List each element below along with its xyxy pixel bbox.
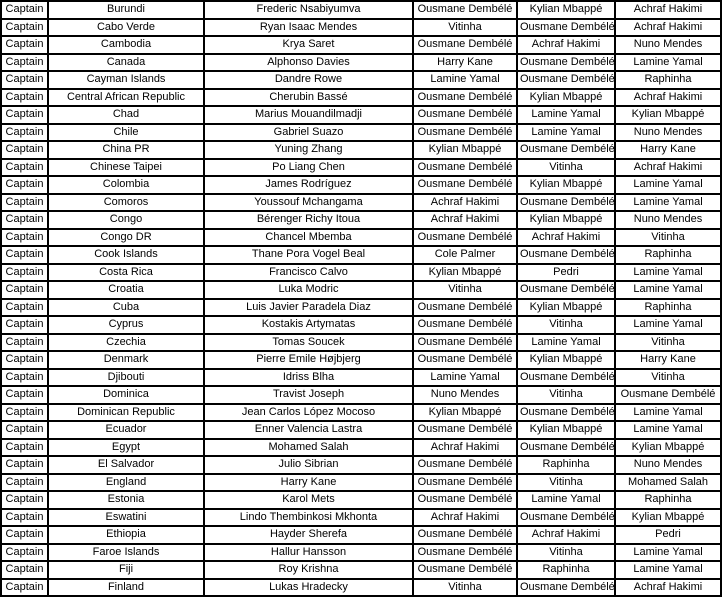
table-row	[1, 194, 721, 212]
table-row	[1, 36, 721, 54]
cell-third-pick: Harry Kane	[615, 351, 721, 369]
cell-captain-name: Julio Sibrian	[204, 456, 413, 474]
cell-country: Eswatini	[48, 509, 204, 527]
cell-role: Captain	[1, 439, 48, 457]
cell-second-pick: Lamine Yamal	[517, 334, 615, 352]
cell-role: Captain	[1, 176, 48, 194]
cell-third-pick: Vitinha	[615, 229, 721, 247]
cell-second-pick: Ousmane Dembélé	[517, 54, 615, 72]
cell-second-pick: Kylian Mbappé	[517, 176, 615, 194]
cell-first-pick: Ousmane Dembélé	[413, 1, 517, 19]
table-row	[1, 386, 721, 404]
cell-third-pick: Achraf Hakimi	[615, 579, 721, 597]
table-row	[1, 439, 721, 457]
cell-role: Captain	[1, 211, 48, 229]
cell-role: Captain	[1, 194, 48, 212]
cell-second-pick: Ousmane Dembélé	[517, 579, 615, 597]
cell-captain-name: Lindo Thembinkosi Mkhonta	[204, 509, 413, 527]
cell-captain-name: Chancel Mbemba	[204, 229, 413, 247]
cell-captain-name: Roy Krishna	[204, 561, 413, 579]
cell-second-pick: Achraf Hakimi	[517, 526, 615, 544]
cell-captain-name: Frederic Nsabiyumva	[204, 1, 413, 19]
cell-captain-name: Dandre Rowe	[204, 71, 413, 89]
cell-role: Captain	[1, 421, 48, 439]
table-row	[1, 281, 721, 299]
cell-second-pick: Ousmane Dembélé	[517, 439, 615, 457]
cell-country: Colombia	[48, 176, 204, 194]
cell-captain-name: Ryan Isaac Mendes	[204, 19, 413, 37]
cell-first-pick: Vitinha	[413, 579, 517, 597]
cell-country: Canada	[48, 54, 204, 72]
cell-first-pick: Ousmane Dembélé	[413, 351, 517, 369]
cell-first-pick: Ousmane Dembélé	[413, 456, 517, 474]
cell-first-pick: Ousmane Dembélé	[413, 526, 517, 544]
cell-captain-name: Luka Modric	[204, 281, 413, 299]
cell-first-pick: Achraf Hakimi	[413, 194, 517, 212]
cell-captain-name: Harry Kane	[204, 474, 413, 492]
cell-captain-name: Hayder Sherefa	[204, 526, 413, 544]
cell-country: Burundi	[48, 1, 204, 19]
cell-country: Finland	[48, 579, 204, 597]
cell-captain-name: Yuning Zhang	[204, 141, 413, 159]
cell-country: Costa Rica	[48, 264, 204, 282]
cell-country: Faroe Islands	[48, 544, 204, 562]
table-row	[1, 299, 721, 317]
table-row	[1, 544, 721, 562]
cell-second-pick: Ousmane Dembélé	[517, 281, 615, 299]
cell-role: Captain	[1, 351, 48, 369]
cell-country: Central African Republic	[48, 89, 204, 107]
table-row	[1, 561, 721, 579]
cell-role: Captain	[1, 299, 48, 317]
cell-first-pick: Ousmane Dembélé	[413, 89, 517, 107]
cell-first-pick: Lamine Yamal	[413, 369, 517, 387]
cell-country: Chad	[48, 106, 204, 124]
cell-role: Captain	[1, 579, 48, 597]
cell-role: Captain	[1, 71, 48, 89]
cell-role: Captain	[1, 229, 48, 247]
table-row	[1, 474, 721, 492]
cell-role: Captain	[1, 54, 48, 72]
cell-first-pick: Kylian Mbappé	[413, 141, 517, 159]
cell-second-pick: Raphinha	[517, 456, 615, 474]
captain-votes-tbody	[1, 1, 721, 596]
cell-first-pick: Ousmane Dembélé	[413, 106, 517, 124]
cell-third-pick: Harry Kane	[615, 141, 721, 159]
cell-second-pick: Vitinha	[517, 474, 615, 492]
cell-captain-name: Kostakis Artymatas	[204, 316, 413, 334]
cell-second-pick: Ousmane Dembélé	[517, 509, 615, 527]
cell-country: Cyprus	[48, 316, 204, 334]
cell-first-pick: Nuno Mendes	[413, 386, 517, 404]
cell-third-pick: Lamine Yamal	[615, 544, 721, 562]
cell-second-pick: Ousmane Dembélé	[517, 19, 615, 37]
cell-third-pick: Achraf Hakimi	[615, 89, 721, 107]
cell-role: Captain	[1, 246, 48, 264]
cell-country: Croatia	[48, 281, 204, 299]
cell-captain-name: Mohamed Salah	[204, 439, 413, 457]
cell-third-pick: Kylian Mbappé	[615, 509, 721, 527]
table-row	[1, 106, 721, 124]
cell-first-pick: Kylian Mbappé	[413, 404, 517, 422]
cell-second-pick: Vitinha	[517, 159, 615, 177]
cell-third-pick: Raphinha	[615, 299, 721, 317]
cell-first-pick: Ousmane Dembélé	[413, 299, 517, 317]
cell-captain-name: James Rodríguez	[204, 176, 413, 194]
table-row	[1, 124, 721, 142]
cell-third-pick: Achraf Hakimi	[615, 19, 721, 37]
cell-first-pick: Ousmane Dembélé	[413, 124, 517, 142]
cell-captain-name: Karol Mets	[204, 491, 413, 509]
cell-captain-name: Travist Joseph	[204, 386, 413, 404]
cell-country: Dominican Republic	[48, 404, 204, 422]
cell-second-pick: Kylian Mbappé	[517, 351, 615, 369]
cell-third-pick: Lamine Yamal	[615, 404, 721, 422]
cell-first-pick: Ousmane Dembélé	[413, 176, 517, 194]
cell-captain-name: Hallur Hansson	[204, 544, 413, 562]
cell-third-pick: Nuno Mendes	[615, 36, 721, 54]
cell-first-pick: Ousmane Dembélé	[413, 561, 517, 579]
cell-first-pick: Vitinha	[413, 19, 517, 37]
cell-captain-name: Po Liang Chen	[204, 159, 413, 177]
cell-third-pick: Raphinha	[615, 491, 721, 509]
cell-country: Cayman Islands	[48, 71, 204, 89]
cell-country: Fiji	[48, 561, 204, 579]
cell-country: Ecuador	[48, 421, 204, 439]
cell-role: Captain	[1, 386, 48, 404]
cell-country: Dominica	[48, 386, 204, 404]
cell-third-pick: Lamine Yamal	[615, 421, 721, 439]
cell-third-pick: Nuno Mendes	[615, 124, 721, 142]
cell-second-pick: Kylian Mbappé	[517, 1, 615, 19]
cell-second-pick: Ousmane Dembélé	[517, 194, 615, 212]
cell-role: Captain	[1, 1, 48, 19]
cell-role: Captain	[1, 491, 48, 509]
cell-captain-name: Jean Carlos López Mocoso	[204, 404, 413, 422]
cell-captain-name: Lukas Hradecky	[204, 579, 413, 597]
cell-first-pick: Achraf Hakimi	[413, 509, 517, 527]
table-row	[1, 509, 721, 527]
cell-role: Captain	[1, 544, 48, 562]
cell-captain-name: Pierre Emile Højbjerg	[204, 351, 413, 369]
cell-role: Captain	[1, 316, 48, 334]
cell-second-pick: Raphinha	[517, 561, 615, 579]
cell-role: Captain	[1, 141, 48, 159]
table-row	[1, 404, 721, 422]
cell-third-pick: Vitinha	[615, 369, 721, 387]
cell-captain-name: Luis Javier Paradela Diaz	[204, 299, 413, 317]
cell-first-pick: Kylian Mbappé	[413, 264, 517, 282]
table-row	[1, 1, 721, 19]
cell-second-pick: Ousmane Dembélé	[517, 369, 615, 387]
cell-second-pick: Kylian Mbappé	[517, 89, 615, 107]
table-row	[1, 456, 721, 474]
table-row	[1, 54, 721, 72]
cell-third-pick: Lamine Yamal	[615, 281, 721, 299]
cell-country: Cuba	[48, 299, 204, 317]
cell-second-pick: Kylian Mbappé	[517, 299, 615, 317]
table-row	[1, 159, 721, 177]
table-row	[1, 19, 721, 37]
cell-first-pick: Ousmane Dembélé	[413, 36, 517, 54]
cell-country: England	[48, 474, 204, 492]
cell-country: Denmark	[48, 351, 204, 369]
table-row	[1, 526, 721, 544]
cell-country: Congo DR	[48, 229, 204, 247]
cell-first-pick: Ousmane Dembélé	[413, 159, 517, 177]
cell-second-pick: Vitinha	[517, 544, 615, 562]
cell-third-pick: Vitinha	[615, 334, 721, 352]
cell-role: Captain	[1, 36, 48, 54]
cell-third-pick: Pedri	[615, 526, 721, 544]
table-row	[1, 71, 721, 89]
cell-third-pick: Lamine Yamal	[615, 561, 721, 579]
cell-third-pick: Raphinha	[615, 71, 721, 89]
table-row	[1, 579, 721, 597]
cell-role: Captain	[1, 474, 48, 492]
cell-captain-name: Cherubin Bassé	[204, 89, 413, 107]
cell-country: China PR	[48, 141, 204, 159]
cell-third-pick: Nuno Mendes	[615, 211, 721, 229]
cell-country: Cambodia	[48, 36, 204, 54]
cell-role: Captain	[1, 281, 48, 299]
cell-role: Captain	[1, 561, 48, 579]
cell-captain-name: Enner Valencia Lastra	[204, 421, 413, 439]
cell-third-pick: Lamine Yamal	[615, 176, 721, 194]
cell-first-pick: Ousmane Dembélé	[413, 334, 517, 352]
cell-first-pick: Ousmane Dembélé	[413, 229, 517, 247]
table-row	[1, 211, 721, 229]
cell-role: Captain	[1, 334, 48, 352]
cell-country: Chinese Taipei	[48, 159, 204, 177]
cell-first-pick: Ousmane Dembélé	[413, 491, 517, 509]
table-row	[1, 89, 721, 107]
cell-third-pick: Lamine Yamal	[615, 54, 721, 72]
cell-first-pick: Ousmane Dembélé	[413, 421, 517, 439]
cell-captain-name: Alphonso Davies	[204, 54, 413, 72]
cell-role: Captain	[1, 159, 48, 177]
cell-second-pick: Pedri	[517, 264, 615, 282]
cell-country: Comoros	[48, 194, 204, 212]
cell-third-pick: Lamine Yamal	[615, 316, 721, 334]
cell-captain-name: Marius Mouandilmadji	[204, 106, 413, 124]
cell-role: Captain	[1, 89, 48, 107]
cell-role: Captain	[1, 404, 48, 422]
cell-second-pick: Achraf Hakimi	[517, 229, 615, 247]
cell-second-pick: Ousmane Dembélé	[517, 404, 615, 422]
cell-second-pick: Lamine Yamal	[517, 106, 615, 124]
cell-second-pick: Lamine Yamal	[517, 124, 615, 142]
cell-first-pick: Achraf Hakimi	[413, 439, 517, 457]
cell-first-pick: Achraf Hakimi	[413, 211, 517, 229]
cell-third-pick: Lamine Yamal	[615, 264, 721, 282]
cell-role: Captain	[1, 509, 48, 527]
cell-role: Captain	[1, 19, 48, 37]
table-row	[1, 264, 721, 282]
cell-country: Egypt	[48, 439, 204, 457]
cell-second-pick: Kylian Mbappé	[517, 211, 615, 229]
cell-first-pick: Ousmane Dembélé	[413, 316, 517, 334]
cell-third-pick: Kylian Mbappé	[615, 106, 721, 124]
cell-third-pick: Nuno Mendes	[615, 456, 721, 474]
cell-captain-name: Thane Pora Vogel Beal	[204, 246, 413, 264]
table-row	[1, 369, 721, 387]
cell-captain-name: Idriss Blha	[204, 369, 413, 387]
cell-first-pick: Cole Palmer	[413, 246, 517, 264]
cell-first-pick: Lamine Yamal	[413, 71, 517, 89]
table-row	[1, 351, 721, 369]
cell-second-pick: Ousmane Dembélé	[517, 246, 615, 264]
table-row	[1, 141, 721, 159]
cell-role: Captain	[1, 124, 48, 142]
cell-first-pick: Ousmane Dembélé	[413, 474, 517, 492]
table-row	[1, 246, 721, 264]
cell-first-pick: Vitinha	[413, 281, 517, 299]
cell-third-pick: Lamine Yamal	[615, 194, 721, 212]
cell-captain-name: Krya Saret	[204, 36, 413, 54]
cell-country: Djibouti	[48, 369, 204, 387]
cell-role: Captain	[1, 369, 48, 387]
cell-second-pick: Ousmane Dembélé	[517, 141, 615, 159]
table-row	[1, 421, 721, 439]
table-row	[1, 316, 721, 334]
cell-second-pick: Vitinha	[517, 316, 615, 334]
table-row	[1, 229, 721, 247]
cell-country: Ethiopia	[48, 526, 204, 544]
cell-country: Cook Islands	[48, 246, 204, 264]
cell-first-pick: Harry Kane	[413, 54, 517, 72]
cell-role: Captain	[1, 106, 48, 124]
cell-country: Congo	[48, 211, 204, 229]
cell-captain-name: Youssouf Mchangama	[204, 194, 413, 212]
cell-second-pick: Ousmane Dembélé	[517, 71, 615, 89]
table-row	[1, 334, 721, 352]
cell-role: Captain	[1, 456, 48, 474]
cell-third-pick: Achraf Hakimi	[615, 159, 721, 177]
cell-country: Cabo Verde	[48, 19, 204, 37]
cell-second-pick: Vitinha	[517, 386, 615, 404]
cell-country: Chile	[48, 124, 204, 142]
cell-third-pick: Raphinha	[615, 246, 721, 264]
cell-country: Estonia	[48, 491, 204, 509]
cell-captain-name: Gabriel Suazo	[204, 124, 413, 142]
cell-first-pick: Ousmane Dembélé	[413, 544, 517, 562]
cell-second-pick: Lamine Yamal	[517, 491, 615, 509]
cell-role: Captain	[1, 264, 48, 282]
cell-third-pick: Ousmane Dembélé	[615, 386, 721, 404]
cell-second-pick: Achraf Hakimi	[517, 36, 615, 54]
cell-second-pick: Kylian Mbappé	[517, 421, 615, 439]
cell-third-pick: Achraf Hakimi	[615, 1, 721, 19]
cell-third-pick: Mohamed Salah	[615, 474, 721, 492]
cell-third-pick: Kylian Mbappé	[615, 439, 721, 457]
cell-captain-name: Francisco Calvo	[204, 264, 413, 282]
cell-role: Captain	[1, 526, 48, 544]
cell-country: El Salvador	[48, 456, 204, 474]
cell-captain-name: Tomas Soucek	[204, 334, 413, 352]
table-row	[1, 176, 721, 194]
table-row	[1, 491, 721, 509]
cell-country: Czechia	[48, 334, 204, 352]
cell-captain-name: Bérenger Richy Itoua	[204, 211, 413, 229]
